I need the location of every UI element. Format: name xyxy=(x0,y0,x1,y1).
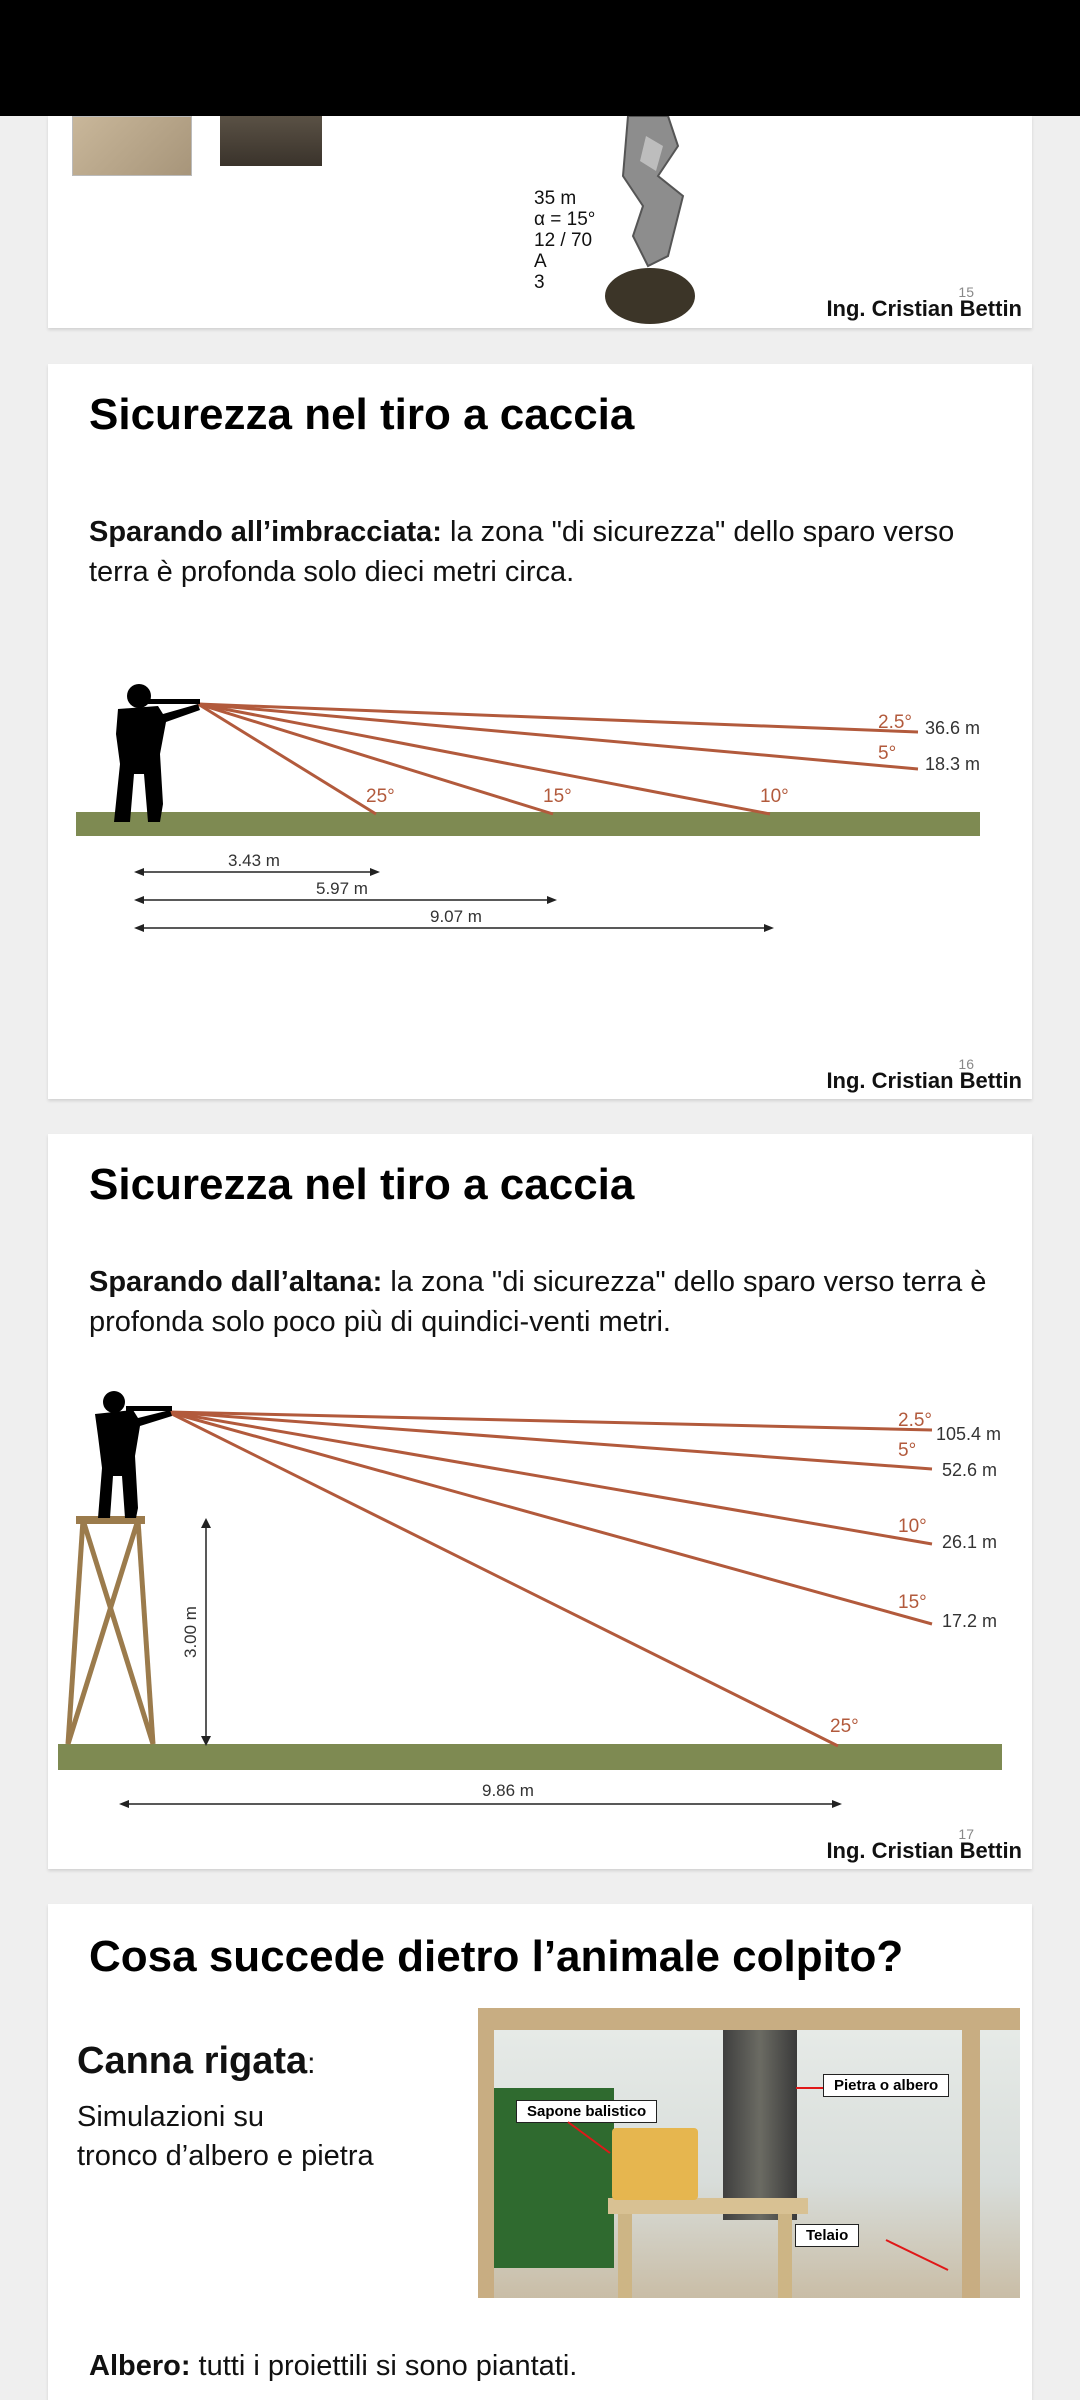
angle-label: 15° xyxy=(543,786,572,807)
status-bar xyxy=(0,0,1080,116)
text-rest: la zona "di sicurezza" dello sparo verso terra è profonda solo poco più di quindici-venti metri. xyxy=(89,1266,987,1338)
text-rest: tutti i proiettili si sono piantati. xyxy=(190,2350,578,2382)
trajectory-15 xyxy=(168,1412,932,1624)
distance-label: 36.6 m xyxy=(925,718,981,738)
label-stone: Pietra o albero xyxy=(823,2074,949,2097)
spec-list xyxy=(534,188,595,293)
angle-label: 10° xyxy=(760,786,789,807)
dimension-label: 3.43 m xyxy=(228,851,280,870)
specimen-photo-middle xyxy=(220,116,322,166)
tower-shot-diagram xyxy=(48,1386,1032,1826)
spec-angle: α = 15° xyxy=(534,209,596,230)
angle-label: 5° xyxy=(878,743,897,764)
trajectory-10 xyxy=(198,704,770,814)
slide-title: Sicurezza nel tiro a caccia xyxy=(89,390,635,439)
page-number: 17 xyxy=(958,1826,974,1842)
shooter-silhouette xyxy=(114,684,200,822)
spec-count: 3 xyxy=(534,272,545,293)
bottom-text xyxy=(89,2350,577,2383)
text-line: tronco d’albero e pietra xyxy=(77,2140,374,2172)
slide-15 xyxy=(48,116,1032,328)
label-soap: Sapone balistico xyxy=(516,2100,657,2123)
dimension-label: 9.86 m xyxy=(482,1781,534,1800)
photo-arrows xyxy=(478,2008,1020,2298)
angle-label: 25° xyxy=(366,786,395,807)
trajectory-10 xyxy=(168,1412,932,1544)
text-bold: Sparando dall’altana: xyxy=(89,1266,383,1298)
slide-18 xyxy=(48,1904,1032,2400)
text-bold: Sparando all’imbracciata: xyxy=(89,516,442,548)
angle-label: 5° xyxy=(898,1440,917,1461)
shooter-silhouette xyxy=(95,1391,172,1518)
subtitle-text: Canna rigata xyxy=(77,2040,308,2082)
angle-label: 10° xyxy=(898,1516,927,1537)
dimension-label: 9.07 m xyxy=(430,907,482,926)
spec-caliber: 12 / 70 xyxy=(534,230,593,251)
angle-label: 15° xyxy=(898,1592,927,1613)
slide-title: Sicurezza nel tiro a caccia xyxy=(89,1160,635,1209)
slide-17 xyxy=(48,1134,1032,1869)
distance-label: 26.1 m xyxy=(942,1532,998,1552)
shoulder-shot-diagram xyxy=(48,674,1032,974)
author: Ing. Cristian Bettin xyxy=(826,1068,1022,1093)
test-setup-photo xyxy=(478,2008,1020,2298)
slide-text xyxy=(89,1262,989,1342)
ground xyxy=(76,812,980,836)
hunting-tower xyxy=(68,1520,153,1744)
page-number: 16 xyxy=(958,1056,974,1072)
trajectory-25 xyxy=(168,1412,838,1746)
dimension-label: 5.97 m xyxy=(316,879,368,898)
distance-label: 105.4 m xyxy=(936,1424,1002,1444)
author: Ing. Cristian Bettin xyxy=(826,296,1022,321)
height-label: 3.00 m xyxy=(181,1606,200,1658)
slide-title: Cosa succede dietro l’animale colpito? xyxy=(89,1932,904,1981)
stone-sample-photo xyxy=(588,116,708,328)
text-line: Simulazioni su xyxy=(77,2101,264,2133)
page-number: 15 xyxy=(958,284,974,300)
text-rest: la zona "di sicurezza" dello sparo verso terra è profonda solo dieci metri circa. xyxy=(89,516,955,588)
author: Ing. Cristian Bettin xyxy=(826,1838,1022,1863)
slide-text xyxy=(89,512,989,592)
spec-distance: 35 m xyxy=(534,188,577,209)
ground xyxy=(58,1744,1002,1770)
angle-label: 2.5° xyxy=(898,1410,933,1431)
text-bold: Albero: xyxy=(89,2350,191,2382)
angle-label: 25° xyxy=(830,1716,859,1737)
label-frame: Telaio xyxy=(795,2224,859,2247)
subtitle xyxy=(77,2040,316,2083)
simulation-text xyxy=(77,2098,374,2176)
distance-label: 52.6 m xyxy=(942,1460,998,1480)
spec-ammo: A xyxy=(534,251,547,272)
trajectory-2-5 xyxy=(198,704,918,732)
slide-16 xyxy=(48,364,1032,1099)
angle-label: 2.5° xyxy=(878,712,913,733)
specimen-photo-left xyxy=(72,116,192,176)
distance-label: 17.2 m xyxy=(942,1611,998,1631)
subtitle-colon: : xyxy=(307,2047,316,2080)
distance-label: 18.3 m xyxy=(925,754,981,774)
